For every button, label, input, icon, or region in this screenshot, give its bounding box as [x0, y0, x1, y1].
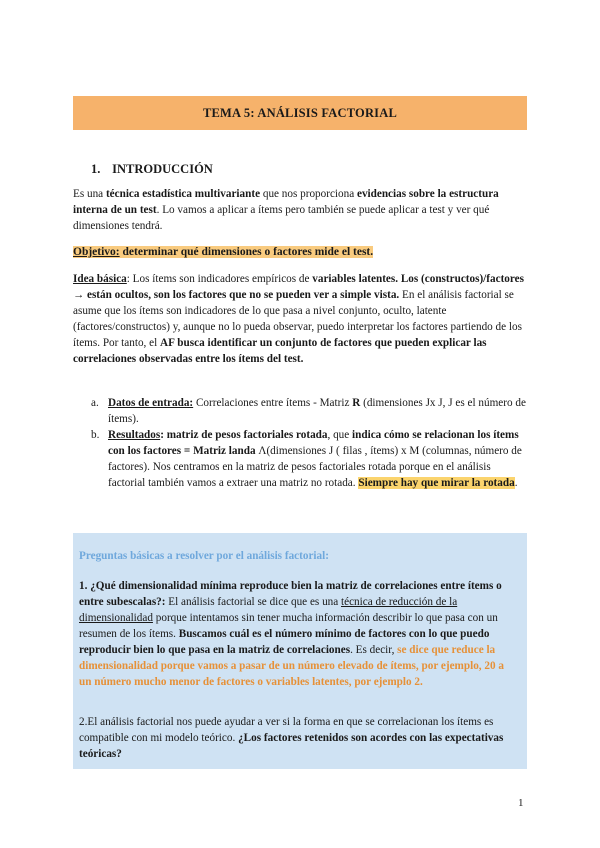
- question-1-text: porque intentamos sin tener mucha información describir lo que pasa con un resumen de los ítems.: [79, 612, 498, 640]
- idea-text-2: En el análisis factorial se asume que los ítems son indicadores de lo que pasa a nivel conjunto, oculto, latente (factores/constructos) y, aunque no lo pueda observar, puedo interpretar los factores partiendo de los ítems. Por tanto, el: [73, 289, 522, 349]
- section-title: INTRODUCCIÓN: [112, 162, 213, 176]
- intro-bold-1: técnica estadística multivariante: [105, 188, 261, 200]
- intro-text-3: . Lo vamos a aplicar a ítems pero también se puede aplicar a test y ver qué dimensiones tendrá.: [73, 204, 490, 232]
- list-item-text: (dimensiones Jx J, J es el número de ítems).: [108, 397, 526, 425]
- question-2: [79, 714, 519, 762]
- question-1-underlined: técnica de reducción de la dimensionalidad: [79, 596, 458, 624]
- intro-paragraph: [73, 186, 528, 234]
- page-title: [73, 96, 527, 130]
- questions-heading: Preguntas básicas a resolver por el análisis factorial:: [79, 550, 329, 562]
- question-2-text: 2.El análisis factorial nos puede ayudar a ver si la forma en que se correlacionan los ítems es compatible con mi modelo teórico.: [79, 716, 494, 744]
- question-1-text: . Es decir,: [350, 644, 398, 656]
- intro-bold-2: evidencias sobre la estructura interna de un test: [73, 188, 499, 216]
- objective-text: determinar qué dimensiones o factores mide el test.: [119, 246, 374, 258]
- question-1-text: El análisis factorial se dice que es una: [165, 596, 342, 608]
- section-heading: [91, 162, 213, 177]
- list-item-bold: R: [352, 397, 361, 409]
- list-marker: a.: [91, 397, 99, 409]
- list-item-label: Datos de entrada:: [108, 397, 194, 409]
- list-item-label: Resultados: [108, 429, 161, 441]
- list-item: [91, 395, 528, 427]
- idea-bold-2: AF busca identificar un conjunto de factores que pueden explicar las correlaciones observadas entre los ítems del test.: [73, 337, 487, 365]
- intro-text-1: Es una: [73, 188, 106, 200]
- idea-label: Idea básica: [73, 273, 127, 285]
- intro-text-2: que nos proporciona: [260, 188, 357, 200]
- list-item-bold: indica cómo se relacionan los ítems con los factores = Matriz landa: [108, 429, 519, 457]
- question-2-bold: ¿Los factores retenidos son acordes con las expectativas teóricas?: [79, 732, 504, 760]
- objective-label: Objetivo:: [73, 246, 120, 258]
- page-title-text: TEMA 5: ANÁLISIS FACTORIAL: [202, 105, 397, 120]
- objective-line: [73, 246, 528, 258]
- list-item-text: .: [514, 477, 518, 489]
- question-1: [79, 578, 519, 690]
- question-1-bold: Buscamos cuál es el número mínimo de factores con lo que puedo reproducir bien lo que pasa en la matriz de correlaciones: [79, 628, 490, 656]
- page-number: 1: [518, 797, 524, 809]
- list-item: [91, 427, 528, 491]
- basic-idea-paragraph: [73, 271, 528, 367]
- list-marker: b.: [91, 429, 100, 441]
- ordered-list: [91, 395, 528, 491]
- idea-bold-1: variables latentes. Los (constructos)/factores → están ocultos, son los factores que no se pueden ver a simple vista.: [73, 273, 524, 301]
- list-item-bold: : matriz de pesos factoriales rotada: [160, 429, 328, 441]
- questions-box: [73, 533, 527, 769]
- list-item-text: Correlaciones entre ítems - Matriz: [193, 397, 353, 409]
- question-1-orange-note: se dice que reduce la dimensionalidad porque vamos a pasar de un número elevado de ítems, por ejemplo, 20 a un número mucho menor de factores o variables latentes, por ejemplo 2.: [79, 644, 504, 688]
- highlighted-note: Siempre hay que mirar la rotada: [358, 477, 515, 489]
- idea-text-1: : Los ítems son indicadores empíricos de: [126, 273, 313, 285]
- section-number: 1.: [91, 162, 101, 176]
- question-1-title: 1. ¿Qué dimensionalidad mínima reproduce bien la matriz de correlaciones entre ítems o entre subescalas?:: [79, 580, 502, 608]
- list-item-text: , que: [327, 429, 353, 441]
- list-item-text: Λ(dimensiones J ( filas , ítems) x M (columnas, número de factores). Nos centramos en la matriz de pesos factoriales rotada porque en el análisis factorial también vamos a extraer una matriz no rotada.: [108, 445, 522, 489]
